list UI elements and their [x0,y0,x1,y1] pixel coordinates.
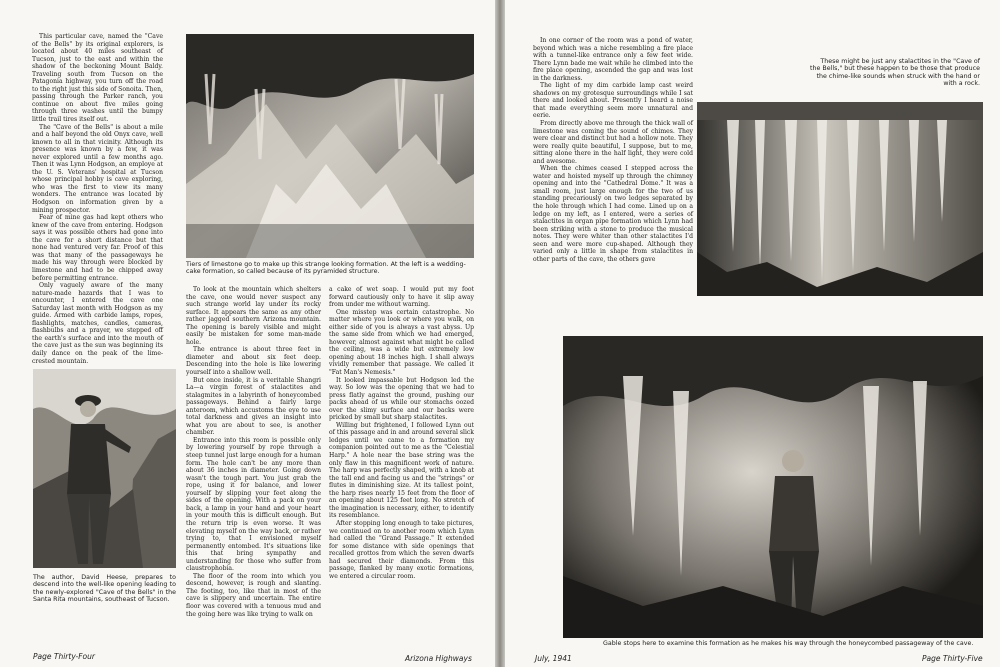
paragraph: Willing but frightened, I followed Lynn out of this passage and in and around several slick ledges until we came to a formation my companion pointed out to me as the "Celestial Harp." A hole near the base string was the only flaw in this magnificent work of nature. The harp was perfectly shaped, with a knob at the tall end and facing us and the "strings" or flutes in diminishing size. At its tallest point, the harp rises nearly 15 feet from the floor of an opening about 125 feet long. No stretch of the imagination is necessary, either, to identify its resemblance. [329,421,474,520]
paragraph: The light of my dim carbide lamp cast weird shadows on my grotesque surroundings while I sat there and looked about. Presently I heard a noise that made everything seem more unnatural and eerie. [533,82,693,120]
magazine-name: Arizona Highways [405,654,472,663]
paragraph: To look at the mountain which shelters the cave, one would never suspect any such strange world lay under its rocky surface. It appears the same as any other rather jagged southern Arizona mountain. The opening is barely visible and might easily be mistaken for some man-made hole. [186,286,321,346]
paragraph: From directly above me through the thick wall of limestone was coming the sound of chimes. They were clear and distinct but had a hollow note. They were really quite beautiful, I suppose, but to me, sitting alone there in the half light, they were cold and awesome. [533,120,693,165]
left-page [0,0,495,667]
issue-date: July, 1941 [535,654,572,663]
page-number-left: Page Thirty-Four [33,652,95,661]
caption-chime-stalactites: These might be just any stalactites in the "Cave of the Bells," but these happen to be those that produce the chime-like sounds when struck with the hand or with a rock. [810,58,980,88]
left-column-3 [329,286,474,580]
paragraph: Fear of mine gas had kept others who knew of the cave from entering. Hodgson says it was possible others had gone into the cave for a short distance but that none had ventured very far. Proof of this was that many of the passageways he made his way through were blocked by limestone and had to be chipped away before permitting entrance. [32,214,163,282]
paragraph: One misstep was certain catastrophe. No matter where you look or where you walk, on either side of you is always a vast abyss. Up the same side from which we had emerged, however, almost against what might be called the ceiling, was a wide but extremely low opening about 18 inches high. I shall always vividly remember that passage. We called it "Fat Man's Nemesis." [329,308,474,377]
paragraph: Entrance into this room is possible only by lowering yourself by rope through a steep tunnel just large enough for a human form. The hole can't be any more than about 36 inches in diameter. Going down wasn't the tough part. You just grab the rope, using it for balance, and lower yourself by slipping your feet along the sides of the opening. With a pack on your back, a lamp in your hand and your heart in your mouth this is difficult enough. But the return trip is even worse. It was elevating myself on the way back, or rather trying to, that I envisioned myself permanently entombed. It's situations like this that bring sympathy and understanding for those who suffer from claustrophobia. [186,436,321,573]
binding-gutter [495,0,505,667]
paragraph: Only vaguely aware of the many nature-made hazards that I was to encounter, I entered the cave one Saturday last month with Hodgson as my guide. Armed with carbide lamps, ropes, flashlights, matches, candles, cameras, flashbulbs and a prayer, we stepped off the earth's surface and into the mouth of the cave just as the sun was beginning its daily dance on the peak of the lime-crested mountain. [32,282,163,365]
paragraph: After stopping long enough to take pictures, we continued on to another room which Lynn had called the "Grand Passage." It extended for some distance with side openings that recalled grottos from which the seven dwarfs had secured their diamonds. From this passage, flanked by many exotic formations, we entered a circular room. [329,519,474,580]
photo-limestone-tiers [186,34,474,258]
right-page [505,0,1000,667]
caption-limestone-tiers: Tiers of limestone go to make up this strange looking formation. At the left is a wedding-cake formation, so called because of its pyramided structure. [186,261,466,276]
page-number-right: Page Thirty-Five [922,654,983,663]
photo-gable-passageway [563,336,983,638]
paragraph: a cake of wet soap. I would put my foot forward cautiously only to have it slip away from under me without warning. [329,286,474,309]
paragraph: The entrance is about three feet in diameter and about six feet deep. Descending into the hole is like lowering yourself into a shallow well. [186,346,321,377]
paragraph: The floor of the room into which you descend, however, is rough and slanting. The footing, too, like that in most of the cave is slippery and uncertain. The entire floor was covered with a tenuous mud and the going here was like trying to walk on [186,572,321,618]
caption-gable-passageway: Gable stops here to examine this formation as he makes his way through the honeycombed passageway of the cave. [603,640,974,647]
paragraph: It looked impassable but Hodgson led the way. So low was the opening that we had to press flatly against the ground, pushing our packs ahead of us while our stomachs oozed over the slimy surface and our backs were pricked by small but sharp stalactites. [329,376,474,422]
right-column-1 [533,37,693,263]
left-column-2 [186,286,321,618]
caption-author: The author, David Heese, prepares to descend into the well-like opening leading to the newly-explored "Cave of the Bells" in the Santa Rita mountains, southeast of Tucson. [33,574,176,604]
left-column-1 [32,33,163,365]
paragraph: This particular cave, named the "Cave of the Bells" by its original explorers, is located about 40 miles southeast of Tucson, just to the east and within the shadow of the beckoning Mount Baldy. Traveling south from Tucson on the Patagonia highway, you turn off the road to the right just this side of Sonoita. Then, passing through the Parker ranch, you continue on about five miles going through three washes until the bumpy little trail tires itself out. [32,33,163,124]
paragraph: But once inside, it is a veritable Shangri La—a virgin forest of stalactites and stalagmites in a labyrinth of honeycombed passageways. Behind a fairly large anteroom, which accustoms the eye to use total darkness and gives an insight into what you are about to see, is another chamber. [186,376,321,437]
photo-chime-stalactites [697,102,983,296]
photo-author [33,369,176,568]
paragraph: When the chimes ceased I stepped across the water and hoisted myself up through the chimney opening and into the "Cathedral Dome." It was a small room, just large enough for the two of us standing precariously on two ledges separated by the hole through which I had come. Lined up on a ledge on my left, as I entered, were a series of stalactites in organ pipe formation which Lynn had been striking with a stone to produce the musical notes. They were whiter than other stalactites I'd seen and were more cup-shaped. Although they varied only a little in shape from stalactites in other parts of the cave, the others gave [533,165,693,263]
paragraph: In one corner of the room was a pond of water, beyond which was a niche resembling a fire place with a tunnel-like entrance only a few feet wide. There Lynn bade me wait while he climbed into the fire place opening, ascended the gap and was lost in the darkness. [533,37,693,82]
paragraph: The "Cave of the Bells" is about a mile and a half beyond the old Onyx cave, well known to all in that vicinity. Although its presence was known by a few, it was never explored until a few months ago. Then it was Lynn Hodgson, an employe at the U. S. Veterans' hospital at Tucson whose principal hobby is cave exploring, who was the first to view its many wonders. The entrance was located by Hodgson on information given by a mining prospector. [32,123,163,214]
